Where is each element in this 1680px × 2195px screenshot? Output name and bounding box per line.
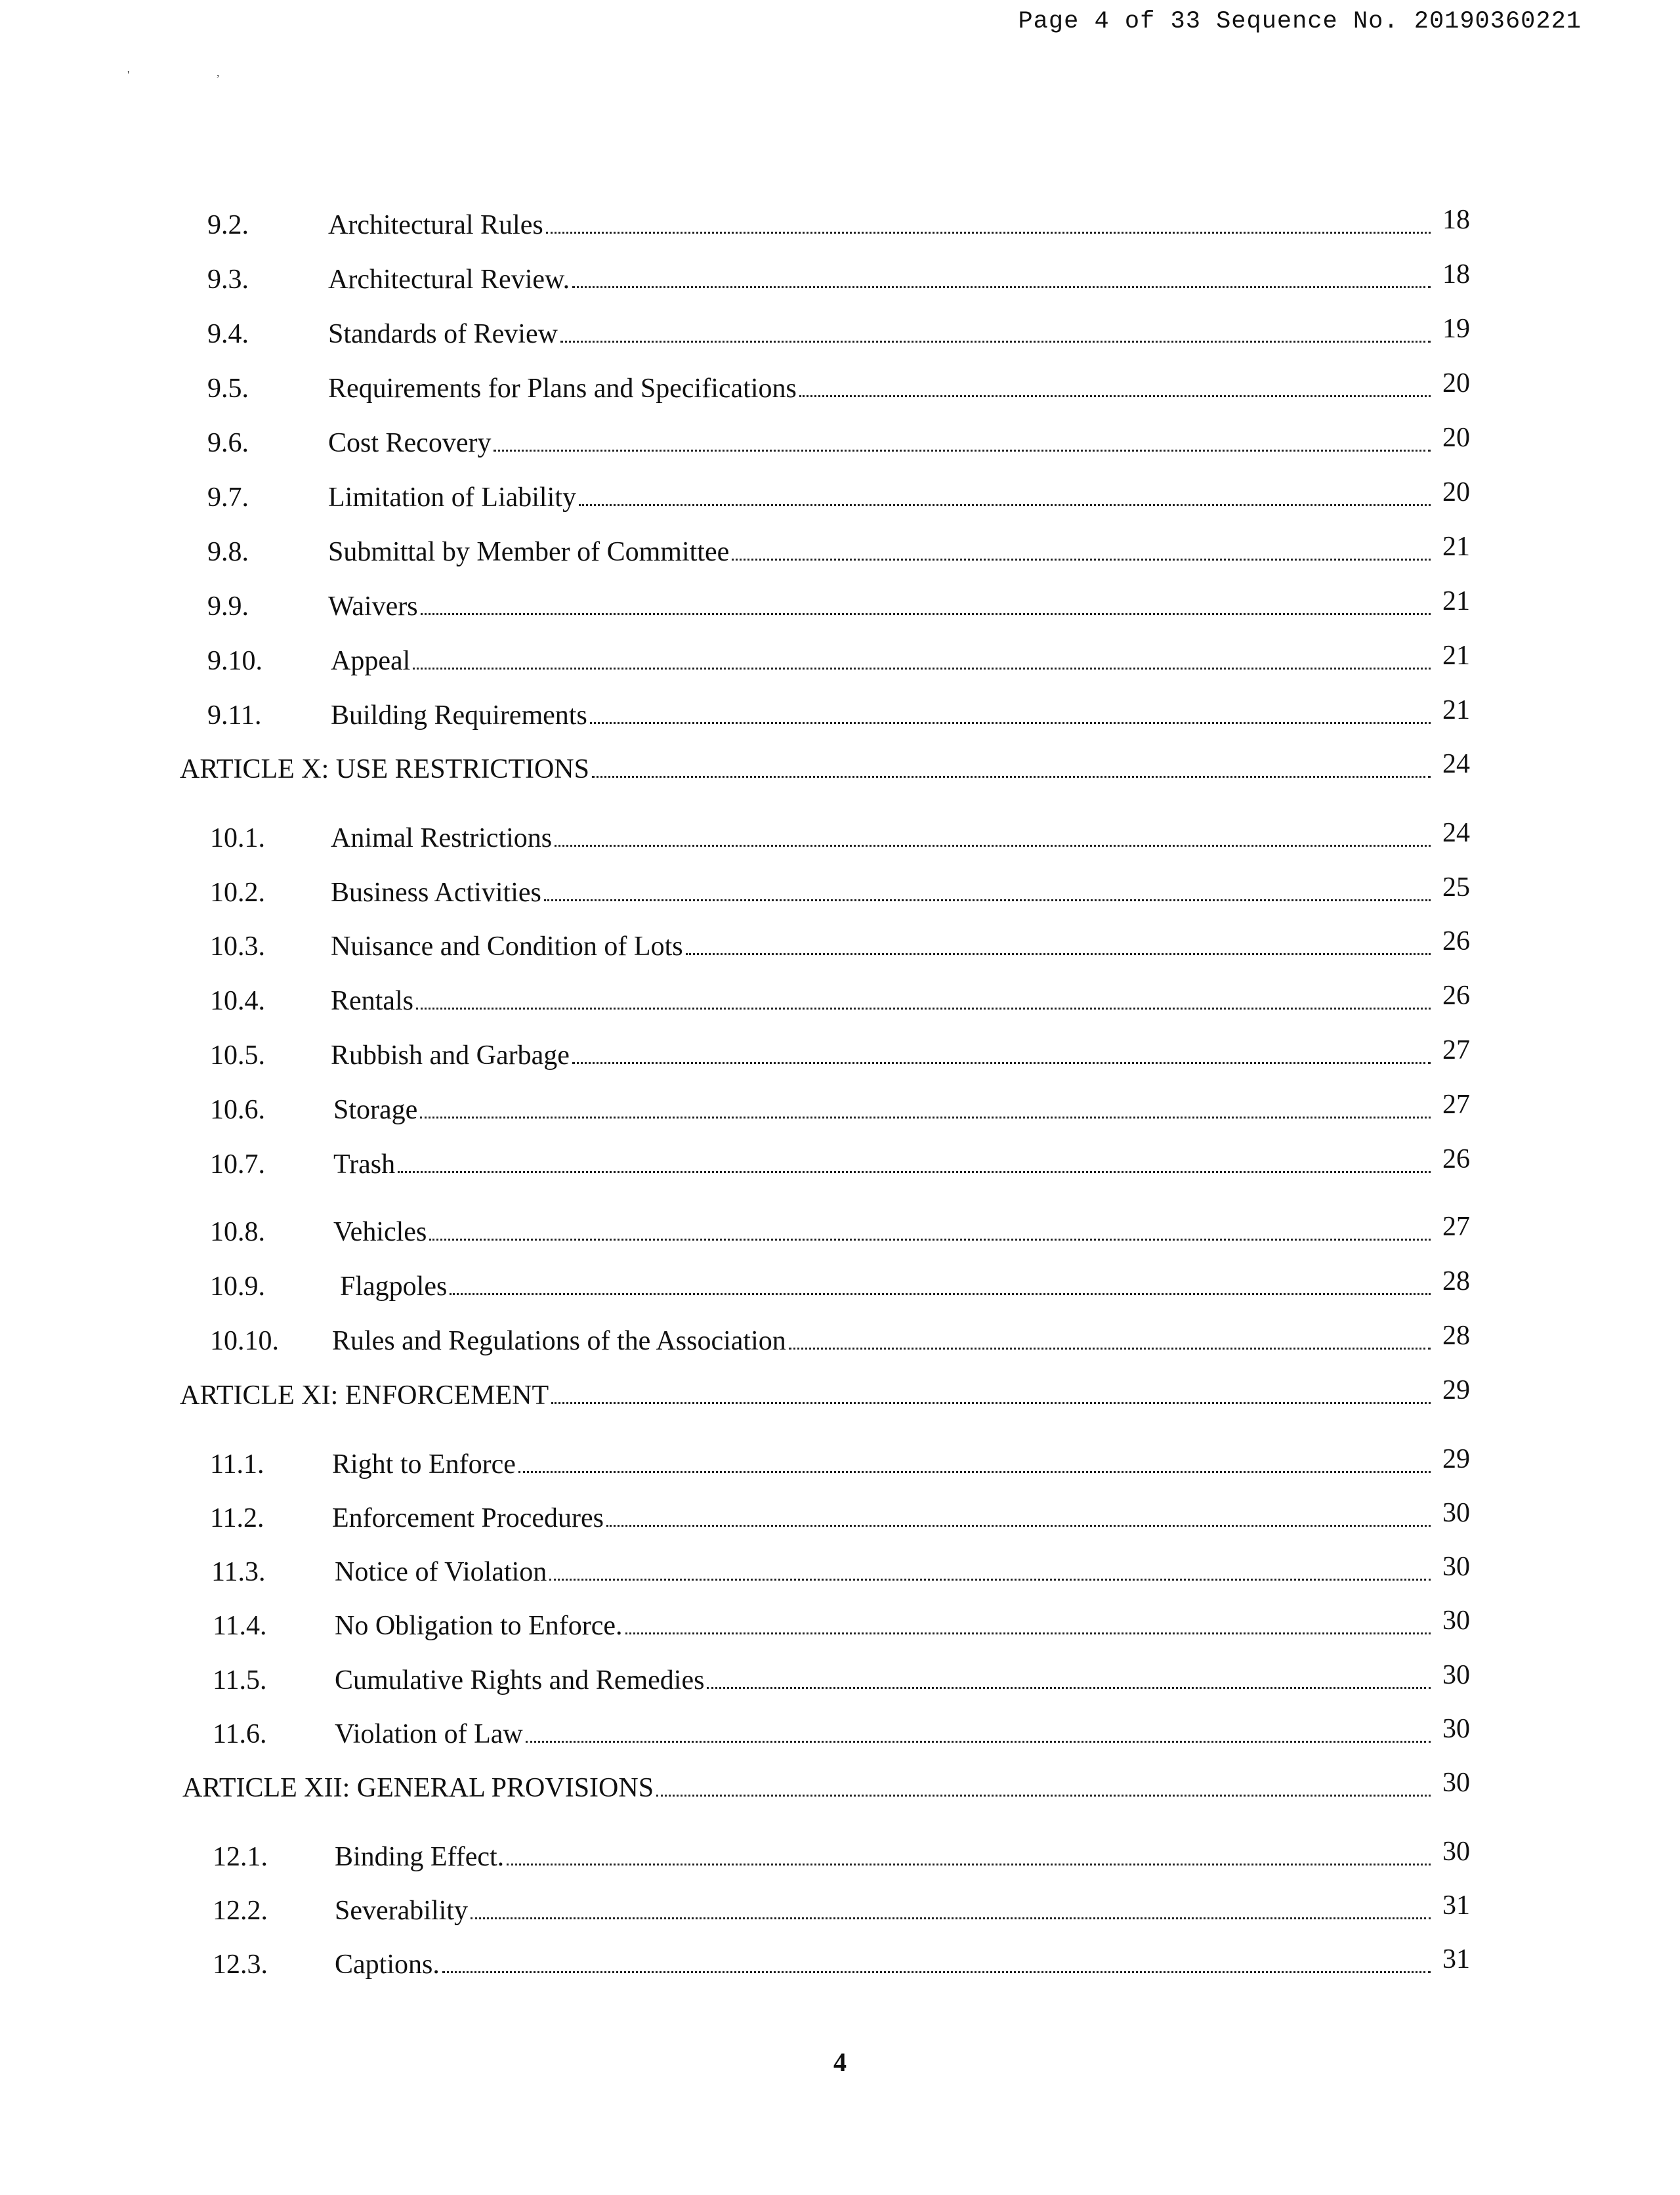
toc-entry[interactable] xyxy=(177,206,1470,244)
toc-entry-number: 10.6. xyxy=(210,1095,265,1125)
toc-entry[interactable] xyxy=(177,1661,1470,1699)
toc-entry-number: 10.4. xyxy=(210,986,265,1016)
toc-entry-number: 9.11. xyxy=(207,700,262,731)
toc-article-heading[interactable] xyxy=(177,1769,1470,1807)
toc-entry-page: 21 xyxy=(1442,532,1470,562)
toc-entry-page: 25 xyxy=(1442,872,1470,903)
dot-leader xyxy=(549,1579,1431,1581)
toc-entry[interactable] xyxy=(177,1091,1470,1129)
dot-leader xyxy=(799,395,1431,397)
toc-entry-page: 21 xyxy=(1442,641,1470,671)
toc-entry[interactable] xyxy=(177,1036,1470,1075)
toc-entry-number: 9.2. xyxy=(207,210,249,240)
toc-entry-page: 27 xyxy=(1442,1090,1470,1120)
page-number: 4 xyxy=(833,2047,847,2077)
toc-entry[interactable] xyxy=(177,1892,1470,1930)
toc-entry-page: 28 xyxy=(1442,1321,1470,1351)
toc-entry-title: Waivers xyxy=(328,591,418,622)
toc-entry-title: Binding Effect. xyxy=(335,1842,505,1872)
dot-leader xyxy=(442,1971,1431,1973)
scan-speck: , xyxy=(217,66,220,79)
toc-entry-number: 10.10. xyxy=(210,1326,279,1356)
dot-leader xyxy=(546,232,1431,234)
toc-entry-number: 9.4. xyxy=(207,319,249,349)
toc-entry-page: 19 xyxy=(1442,314,1470,344)
toc-entry-page: 27 xyxy=(1442,1212,1470,1242)
dot-leader xyxy=(420,1117,1431,1119)
toc-entry-page: 18 xyxy=(1442,205,1470,235)
toc-entry[interactable] xyxy=(177,587,1470,626)
toc-entry[interactable] xyxy=(177,874,1470,912)
toc-article-title: ARTICLE XII: GENERAL PROVISIONS xyxy=(182,1773,654,1803)
toc-entry-title: Storage xyxy=(333,1095,418,1125)
dot-leader xyxy=(544,899,1431,901)
toc-entry-number: 9.9. xyxy=(207,591,249,622)
toc-entry-page: 27 xyxy=(1442,1035,1470,1065)
toc-entry-title: Right to Enforce xyxy=(332,1449,516,1480)
toc-article-heading[interactable] xyxy=(177,750,1470,788)
toc-entry-page: 30 xyxy=(1442,1660,1470,1690)
toc-entry[interactable] xyxy=(177,1607,1470,1645)
toc-entry-title: Standards of Review xyxy=(328,319,558,349)
toc-article-title: ARTICLE XI: ENFORCEMENT xyxy=(180,1380,549,1411)
toc-entry-title: Architectural Rules xyxy=(328,210,543,240)
toc-entry-number: 9.3. xyxy=(207,265,249,295)
toc-entry-page: 20 xyxy=(1442,477,1470,507)
toc-entry[interactable] xyxy=(177,1445,1470,1483)
toc-entry-page: 26 xyxy=(1442,981,1470,1011)
toc-entry-number: 10.8. xyxy=(210,1217,265,1247)
toc-entry-page: 28 xyxy=(1442,1266,1470,1296)
toc-entry-page: 31 xyxy=(1442,1944,1470,1974)
dot-leader xyxy=(560,341,1431,343)
toc-entry[interactable] xyxy=(177,424,1470,462)
toc-entry-number: 10.5. xyxy=(210,1040,265,1071)
toc-entry[interactable] xyxy=(177,1946,1470,1984)
dot-leader xyxy=(518,1471,1431,1473)
toc-entry-title: Severability xyxy=(335,1896,468,1926)
dot-leader xyxy=(450,1293,1431,1295)
toc-entry-number: 11.5. xyxy=(213,1665,267,1695)
toc-entry-number: 12.3. xyxy=(213,1950,268,1980)
toc-entry-page: 24 xyxy=(1442,749,1470,779)
toc-entry-title: Requirements for Plans and Specifications xyxy=(328,373,797,404)
toc-entry-title: Enforcement Procedures xyxy=(332,1503,604,1533)
toc-entry-number: 10.3. xyxy=(210,931,265,962)
toc-entry-number: 9.8. xyxy=(207,537,249,567)
toc-entry-title: Vehicles xyxy=(333,1217,427,1247)
toc-entry-page: 20 xyxy=(1442,368,1470,398)
toc-entry-number: 11.1. xyxy=(210,1449,264,1480)
toc-entry-number: 11.3. xyxy=(211,1557,266,1587)
toc-entry-title: Cumulative Rights and Remedies xyxy=(335,1665,705,1695)
toc-entry-title: Architectural Review. xyxy=(328,265,570,295)
toc-entry-title: Rentals xyxy=(331,986,413,1016)
dot-leader xyxy=(590,722,1431,724)
dot-leader xyxy=(494,450,1431,452)
toc-entry[interactable] xyxy=(177,315,1470,353)
toc-entry-title: Captions. xyxy=(335,1950,440,1980)
toc-entry-number: 12.2. xyxy=(213,1896,268,1926)
toc-entry-page: 31 xyxy=(1442,1890,1470,1921)
dot-leader xyxy=(429,1239,1431,1241)
toc-entry-title: Business Activities xyxy=(331,878,541,908)
toc-entry[interactable] xyxy=(177,982,1470,1020)
toc-entry[interactable] xyxy=(177,1322,1470,1360)
dot-leader xyxy=(656,1795,1431,1797)
toc-entry-title: Cost Recovery xyxy=(328,428,492,458)
dot-leader xyxy=(507,1864,1431,1865)
dot-leader xyxy=(572,1062,1431,1064)
toc-entry-title: Violation of Law xyxy=(335,1719,523,1749)
toc-entry-page: 30 xyxy=(1442,1714,1470,1744)
toc-entry-title: Building Requirements xyxy=(331,700,587,731)
dot-leader xyxy=(789,1348,1431,1350)
dot-leader xyxy=(592,776,1431,778)
toc-entry-title: Rules and Regulations of the Association xyxy=(332,1326,786,1356)
toc-entry-page: 26 xyxy=(1442,1144,1470,1174)
dot-leader xyxy=(413,668,1431,670)
toc-entry-page: 30 xyxy=(1442,1606,1470,1636)
toc-entry-page: 24 xyxy=(1442,818,1470,848)
toc-entry-title: No Obligation to Enforce. xyxy=(335,1611,623,1641)
toc-entry[interactable] xyxy=(177,642,1470,680)
toc-entry[interactable] xyxy=(177,1213,1470,1251)
toc-entry[interactable] xyxy=(177,1715,1470,1753)
toc-entry[interactable] xyxy=(177,533,1470,571)
toc-entry[interactable] xyxy=(177,1499,1470,1537)
toc-entry-number: 9.6. xyxy=(207,428,249,458)
toc-entry-title: Trash xyxy=(333,1149,396,1180)
toc-entry-title: Rubbish and Garbage xyxy=(331,1040,570,1071)
dot-leader xyxy=(579,504,1431,506)
toc-entry[interactable] xyxy=(177,1145,1470,1183)
toc-entry-number: 9.7. xyxy=(207,482,249,513)
toc-article-heading[interactable] xyxy=(177,1376,1470,1415)
sequence-header: Page 4 of 33 Sequence No. 20190360221 xyxy=(1018,8,1582,35)
toc-entry[interactable] xyxy=(177,370,1470,408)
dot-leader xyxy=(471,1917,1431,1919)
dot-leader xyxy=(625,1632,1431,1634)
dot-leader xyxy=(707,1687,1431,1689)
toc-entry-title: Nuisance and Condition of Lots xyxy=(331,931,683,962)
dot-leader xyxy=(555,845,1431,847)
toc-entry-number: 10.9. xyxy=(210,1271,265,1302)
toc-entry-title: Appeal xyxy=(331,646,411,676)
toc-entry-page: 29 xyxy=(1442,1375,1470,1405)
dot-leader xyxy=(398,1171,1431,1173)
toc-entry-title: Notice of Violation xyxy=(335,1557,547,1587)
toc-entry-title: Submittal by Member of Committee xyxy=(328,537,730,567)
toc-entry[interactable] xyxy=(177,819,1470,857)
dot-leader xyxy=(606,1525,1431,1527)
toc-entry-number: 11.6. xyxy=(213,1719,267,1749)
toc-entry-number: 10.2. xyxy=(210,878,265,908)
toc-entry[interactable] xyxy=(177,696,1470,735)
toc-entry-page: 18 xyxy=(1442,259,1470,289)
dot-leader xyxy=(551,1402,1431,1404)
toc-entry-page: 21 xyxy=(1442,586,1470,616)
toc-entry[interactable] xyxy=(177,1553,1470,1591)
toc-entry-page: 30 xyxy=(1442,1498,1470,1528)
toc-entry-page: 29 xyxy=(1442,1444,1470,1474)
toc-entry-title: Animal Restrictions xyxy=(331,823,553,853)
toc-entry-title: Flagpoles xyxy=(340,1271,448,1302)
toc-entry-number: 9.5. xyxy=(207,373,249,404)
toc-article-title: ARTICLE X: USE RESTRICTIONS xyxy=(180,754,589,784)
toc-entry[interactable] xyxy=(177,1268,1470,1306)
toc-entry-page: 20 xyxy=(1442,423,1470,453)
dot-leader xyxy=(421,613,1431,615)
toc-entry-page: 21 xyxy=(1442,695,1470,725)
toc-entry-number: 9.10. xyxy=(207,646,262,676)
toc-entry-title: Limitation of Liability xyxy=(328,482,576,513)
scan-speck: ' xyxy=(127,68,130,81)
toc-entry-page: 30 xyxy=(1442,1837,1470,1867)
toc-entry[interactable] xyxy=(177,927,1470,966)
dot-leader xyxy=(416,1008,1431,1010)
dot-leader xyxy=(526,1741,1431,1743)
toc-entry-number: 12.1. xyxy=(213,1842,268,1872)
toc-entry-page: 30 xyxy=(1442,1552,1470,1582)
toc-entry-number: 10.7. xyxy=(210,1149,265,1180)
toc-entry[interactable] xyxy=(177,261,1470,299)
dot-leader xyxy=(686,953,1431,955)
toc-entry[interactable] xyxy=(177,479,1470,517)
toc-entry-number: 11.2. xyxy=(210,1503,264,1533)
toc-entry-page: 30 xyxy=(1442,1768,1470,1798)
dot-leader xyxy=(572,286,1431,288)
toc-entry-number: 11.4. xyxy=(213,1611,267,1641)
dot-leader xyxy=(732,559,1431,561)
toc-entry[interactable] xyxy=(177,1838,1470,1876)
toc-entry-page: 26 xyxy=(1442,926,1470,956)
toc-entry-number: 10.1. xyxy=(210,823,265,853)
